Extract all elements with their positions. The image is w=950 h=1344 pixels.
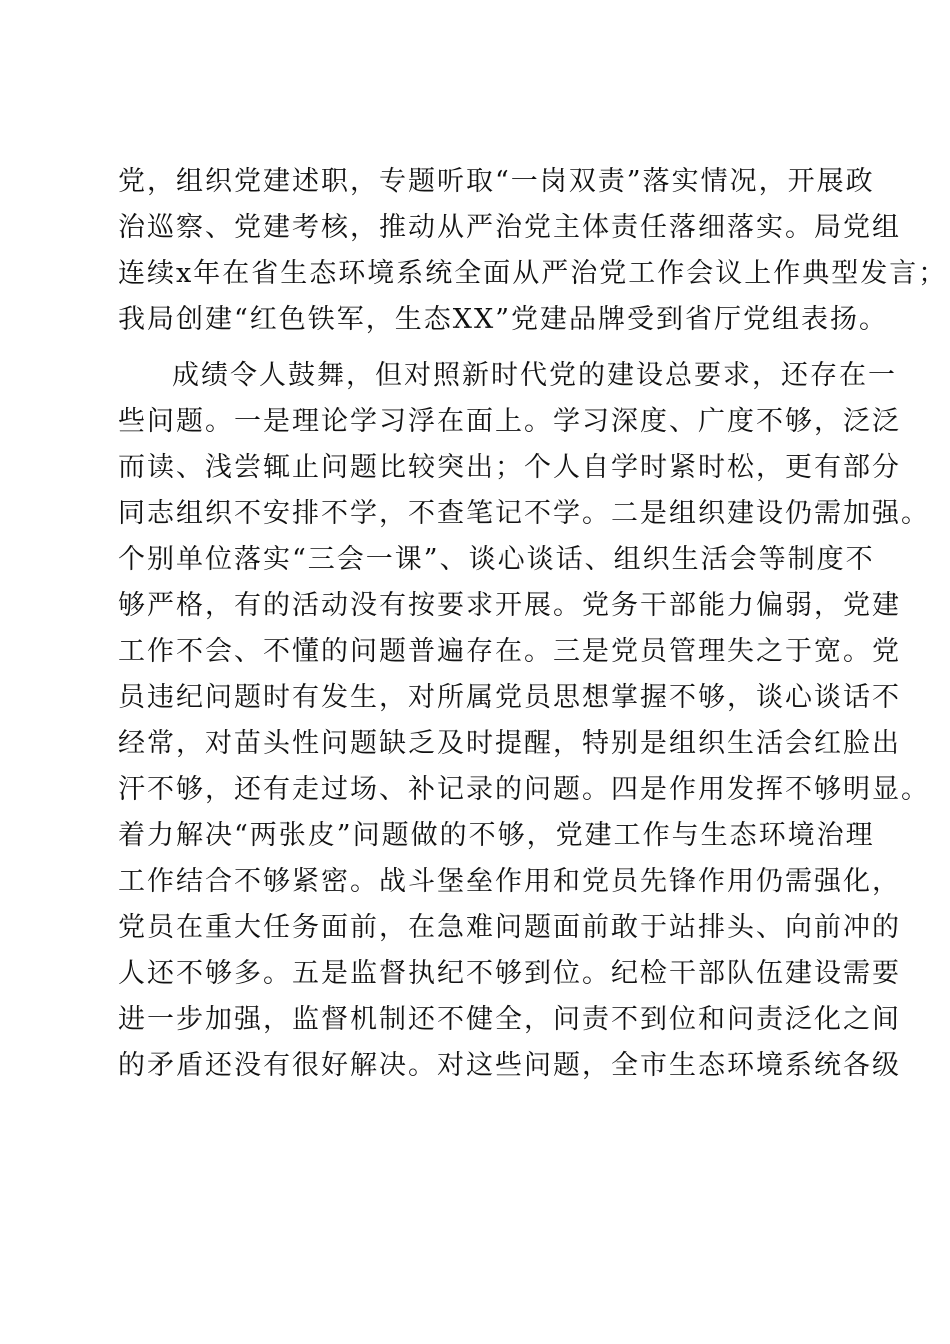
- paragraph-2-line-8: 员违纪问题时有发生，对所属党员思想掌握不够，谈心谈话不: [118, 682, 901, 713]
- paragraph-2-line-4: 同志组织不安排不学，不查笔记不学。二是组织建设仍需加强。: [118, 498, 930, 529]
- paragraph-2-line-15: 进一步加强，监督机制还不健全，问责不到位和问责泛化之间: [118, 1004, 901, 1035]
- paragraph-2-line-13: 党员在重大任务面前，在急难问题面前敢于站排头、向前冲的: [118, 912, 901, 943]
- paragraph-2-line-3: 而读、浅尝辄止问题比较突出；个人自学时紧时松，更有部分: [118, 452, 901, 483]
- paragraph-2-line-6: 够严格，有的活动没有按要求开展。党务干部能力偏弱，党建: [118, 590, 901, 621]
- paragraph-2-line-5: 个别单位落实“三会一课”、谈心谈话、组织生活会等制度不: [118, 544, 875, 575]
- paragraph-2-line-11: 着力解决“两张皮”问题做的不够，党建工作与生态环境治理: [118, 820, 875, 851]
- paragraph-2-line-16: 的矛盾还没有很好解决。对这些问题，全市生态环境系统各级: [118, 1050, 901, 1081]
- paragraph-1-line-3: 连续x年在省生态环境系统全面从严治党工作会议上作典型发言；: [118, 258, 948, 289]
- paragraph-2-line-2: 些问题。一是理论学习浮在面上。学习深度、广度不够，泛泛: [118, 406, 901, 437]
- paragraph-1-line-1: 党，组织党建述职，专题听取“一岗双责”落实情况，开展政: [118, 166, 875, 197]
- paragraph-2-line-9: 经常，对苗头性问题缺乏及时提醒，特别是组织生活会红脸出: [118, 728, 901, 759]
- paragraph-2-line-1: 成绩令人鼓舞，但对照新时代党的建设总要求，还存在一: [172, 360, 897, 391]
- paragraph-2-line-12: 工作结合不够紧密。战斗堡垒作用和党员先锋作用仍需强化，: [118, 866, 901, 897]
- paragraph-2-line-10: 汗不够，还有走过场、补记录的问题。四是作用发挥不够明显。: [118, 774, 930, 805]
- paragraph-2-line-14: 人还不够多。五是监督执纪不够到位。纪检干部队伍建设需要: [118, 958, 901, 989]
- paragraph-1-line-2: 治巡察、党建考核，推动从严治党主体责任落细落实。局党组: [118, 212, 901, 243]
- paragraph-1-line-4: 我局创建“红色铁军，生态XX”党建品牌受到省厅党组表扬。: [118, 304, 889, 335]
- paragraph-2-line-7: 工作不会、不懂的问题普遍存在。三是党员管理失之于宽。党: [118, 636, 901, 667]
